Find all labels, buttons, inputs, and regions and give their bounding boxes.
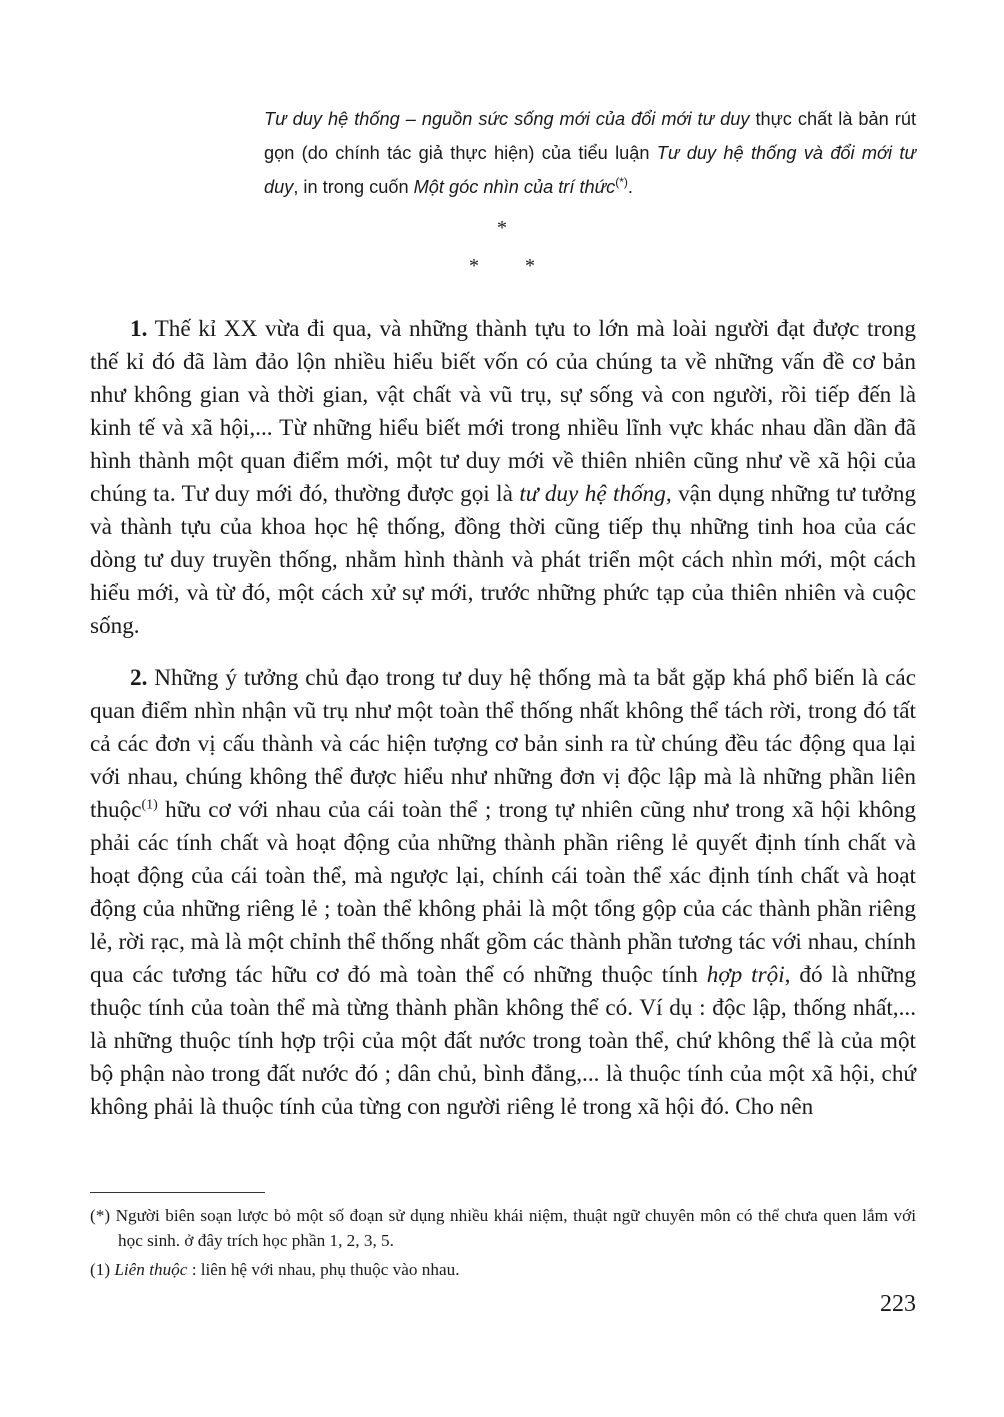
footnote-divider: [90, 1192, 265, 1193]
paragraph-1: [90, 313, 916, 643]
footnote-2-term: Liên thuộc: [114, 1260, 188, 1279]
footnote-2-mark: (1): [90, 1260, 111, 1279]
separator-star-right: *: [525, 255, 535, 277]
intro-text-2: , in trong cuốn: [293, 177, 414, 197]
paragraph-1-term: tư duy hệ thống: [519, 481, 666, 507]
paragraph-2-text-a: Những ý tưởng chủ đạo trong tư duy hệ thống mà ta bắt gặp khá phổ biến là các quan điểm nhìn nhận vũ trụ như một toàn thể thống nhất không thể tách rời, trong đó tất cả các đơn vị cấu thành và các hiện tượng cơ bản sinh ra từ chúng đều tác động qua lại với nhau, chúng không thể được hiểu như những đơn vị độc lập mà là những phần liên thuộc: [90, 665, 916, 823]
footnote-1-mark: (*): [90, 1206, 111, 1225]
paragraph-1-number: 1.: [130, 316, 148, 342]
footnote-1: [90, 1203, 916, 1253]
page-number: 223: [880, 1291, 916, 1317]
paragraph-1-text-a: Thế kỉ XX vừa đi qua, và những thành tựu to lớn mà loài người đạt được trong thế kỉ đó đã làm đảo lộn nhiều hiểu biết vốn có của chúng ta về những vấn đề cơ bản như không gian và thời gian, vật chất và vũ trụ, sự sống và con người, rồi tiếp đến là kinh tế và xã hội,... Từ những hiểu biết mới trong nhiều lĩnh vực khác nhau dần dần đã hình thành một quan điểm mới, một tư duy mới về thiên nhiên cũng như về xã hội của chúng ta. Tư duy mới đó, thường được gọi là: [90, 316, 916, 507]
intro-end: .: [627, 177, 633, 197]
intro-title: Tư duy hệ thống – nguồn sức sống mới của đổi mới tư duy: [264, 109, 750, 129]
intro-text-1: thực chất là bản rút gọn (do chính tác giả thực hiện) của tiểu luận: [264, 109, 917, 163]
intro-book-title: Một góc nhìn của trí thức: [413, 177, 616, 197]
separator-star-left: *: [469, 255, 479, 277]
paragraph-2-term: hợp trội: [706, 962, 785, 988]
paragraph-2-footnote-ref: (1): [141, 797, 158, 813]
separator-star-top: *: [497, 217, 507, 239]
paragraph-2-text-b: hữu cơ với nhau của cái toàn thể ; trong tự nhiên cũng như trong xã hội không phải các tính chất và hoạt động của những thành phần riêng lẻ quyết định tính chất và hoạt động của cái toàn thể, mà ngược lại, chính cái toàn thể xác định tính chất và hoạt động của những riêng lẻ ; toàn thể không phải là một tổng gộp của các thành phần riêng lẻ, rời rạc, mà là một chỉnh thể thống nhất gồm các thành phần tương tác với nhau, chính qua các tương tác hữu cơ đó mà toàn thể có những thuộc tính: [90, 797, 916, 988]
paragraph-2-text-c: , đó là những thuộc tính của toàn thể mà từng thành phần không thể có. Ví dụ : độc lập, thống nhất,... là những thuộc tính hợp trội của một đất nước trong toàn thể, chứ không thể là của một bộ phận nào trong đất nước đó ; dân chủ, bình đẳng,... là thuộc tính của một xã hội, chứ không phải là thuộc tính của từng con người riêng lẻ trong xã hội đó. Cho nên: [90, 962, 916, 1120]
footnote-2: [90, 1257, 916, 1282]
paragraph-2: [90, 662, 916, 1124]
paragraph-2-number: 2.: [130, 665, 148, 691]
paragraph-1-text-b: , vận dụng những tư tưởng và thành tựu của khoa học hệ thống, đồng thời cũng tiếp thụ những tinh hoa của các dòng tư duy truyền thống, nhằm hình thành và phát triển một cách nhìn mới, một cách hiểu mới, và từ đó, một cách xử sự mới, trước những phức tạp của thiên nhiên và cuộc sống.: [90, 481, 917, 639]
footnote-1-text: Người biên soạn lược bỏ một số đoạn sử dụng nhiều khái niệm, thuật ngữ chuyên môn có thể chưa quen lắm với học sinh. ở đây trích học phần 1, 2, 3, 5.: [110, 1206, 916, 1250]
intro-essay-title: Tư duy hệ thống và đổi mới tư duy: [264, 143, 916, 197]
footnote-2-text: : liên hệ với nhau, phụ thuộc vào nhau.: [187, 1260, 460, 1279]
intro-note: [264, 102, 916, 204]
footnotes: [90, 1203, 916, 1282]
intro-note-mark: (*): [615, 174, 628, 189]
